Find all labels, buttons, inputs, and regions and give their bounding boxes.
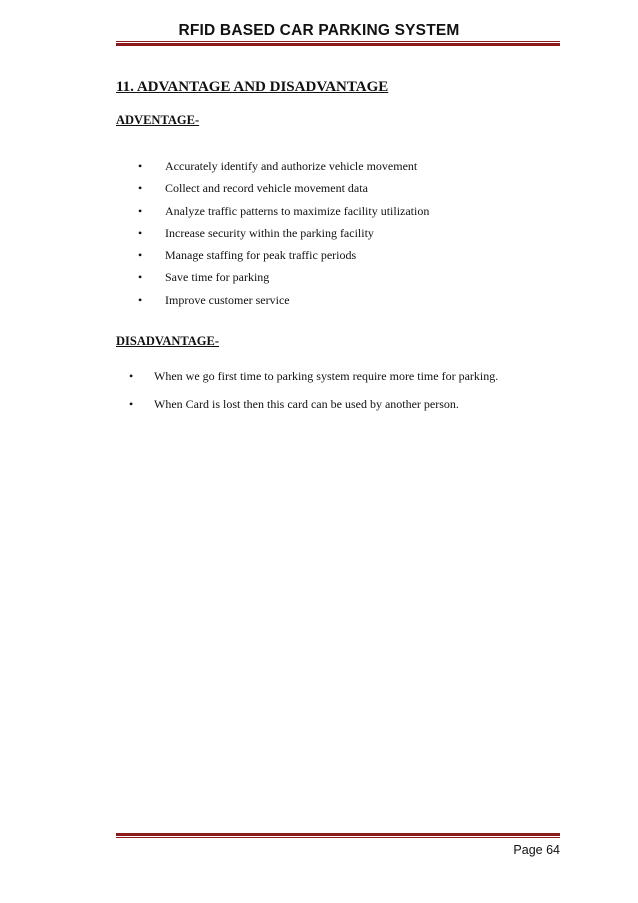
advantage-text: Collect and record vehicle movement data xyxy=(165,181,368,196)
document-header-title: RFID BASED CAR PARKING SYSTEM xyxy=(178,22,460,39)
disadvantage-text: When we go first time to parking system require more time for parking. xyxy=(154,369,499,383)
list-item xyxy=(138,222,429,244)
list-item xyxy=(138,200,429,222)
bullet-icon: • xyxy=(138,181,143,196)
disadvantage-text: When Card is lost then this card can be used by another person. xyxy=(154,397,459,411)
section-heading: 11. ADVANTAGE AND DISADVANTAGE xyxy=(116,79,389,95)
footer-rule-thick xyxy=(116,833,560,836)
bullet-icon: • xyxy=(129,397,134,411)
bullet-icon: • xyxy=(138,292,143,307)
list-item xyxy=(138,289,429,311)
bullet-icon: • xyxy=(138,225,143,240)
advantage-text: Improve customer service xyxy=(165,292,290,307)
list-item xyxy=(138,244,429,266)
footer-rule-thin xyxy=(116,837,560,838)
advantage-text: Accurately identify and authorize vehicle movement xyxy=(165,159,418,173)
header-rule-thick xyxy=(116,43,560,46)
disadvantages-list xyxy=(129,362,498,418)
list-item xyxy=(129,390,498,418)
header-rule-thin xyxy=(116,41,560,42)
list-item xyxy=(138,155,429,177)
bullet-icon: • xyxy=(138,159,143,173)
advantage-text: Save time for parking xyxy=(165,270,270,285)
bullet-icon: • xyxy=(129,369,134,383)
list-item xyxy=(138,266,429,288)
bullet-icon: • xyxy=(138,203,143,218)
advantage-text: Manage staffing for peak traffic periods xyxy=(165,248,357,263)
list-item xyxy=(129,362,498,390)
disadvantages-heading: DISADVANTAGE- xyxy=(116,334,220,348)
list-item xyxy=(138,177,429,199)
page-number: Page 64 xyxy=(513,843,560,857)
bullet-icon: • xyxy=(138,248,143,263)
bullet-icon: • xyxy=(138,270,143,285)
advantage-text: Increase security within the parking facility xyxy=(165,225,374,240)
advantages-list xyxy=(138,155,429,311)
advantage-text: Analyze traffic patterns to maximize facility utilization xyxy=(165,203,430,218)
advantages-heading: ADVENTAGE- xyxy=(116,113,200,127)
